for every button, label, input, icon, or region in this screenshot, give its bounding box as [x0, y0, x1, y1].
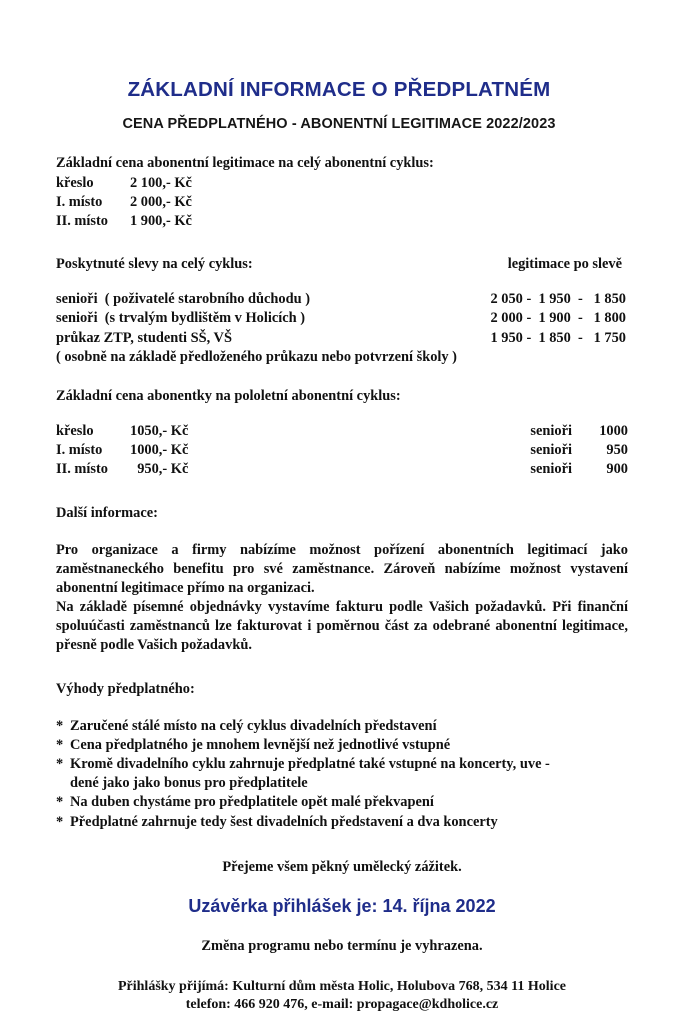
benefit-text-continuation: dené jako jako bonus pro předplatitele — [70, 775, 308, 792]
discount-row — [56, 290, 628, 309]
benefit-text-wrapper — [70, 755, 628, 793]
contact-address: Přihlášky přijímá: Kulturní dům města Holic, Holubova 768, 534 11 Holice — [117, 978, 566, 994]
spacer — [56, 274, 628, 290]
application-deadline: Uzávěrka přihlášek je: 14. října 2022 — [188, 895, 496, 916]
discount-amounts: 2 000 - 1 900 - 1 800 — [490, 310, 626, 327]
spacer — [56, 919, 628, 937]
spacer — [56, 231, 628, 255]
spacer — [56, 656, 628, 680]
full-season-heading: Základní cena abonentní legitimace na celý abonentní cyklus: — [56, 155, 434, 172]
seat-label: II. místo — [56, 461, 108, 478]
spacer — [56, 832, 628, 858]
senior-label: senioři — [530, 442, 572, 459]
seat-price: 2 100,- Kč — [130, 174, 192, 191]
price-row — [56, 193, 628, 212]
benefit-text: Předplatné zahrnuje tedy šest divadelních představení a dva koncerty — [70, 813, 498, 830]
discounts-column-header: legitimace po slevě — [507, 256, 622, 273]
discount-amounts: 1 950 - 1 850 - 1 750 — [490, 329, 626, 346]
program-change-disclaimer: Změna programu nebo termínu je vyhrazena. — [201, 937, 483, 954]
benefit-text: Cena předplatného je mnohem levnější než jednotlivé vstupné — [70, 736, 451, 753]
benefit-text: Kromě divadelního cyklu zahrnuje předplatné také vstupné na koncerty, uve - — [70, 756, 550, 773]
more-info-paragraph: Na základě písemné objednávky vystavíme fakturu podle Vašich požadavků. Při finanční spoluúčasti zaměstnanců lze fakturovat i poměrnou část za odebrané abonentní legitimace, přesně podle Vašich požadavků. — [56, 599, 628, 654]
discount-note: ( osobně na základě předloženého průkazu nebo potvrzení školy ) — [56, 348, 457, 365]
discounts-heading: Poskytnuté slevy na celý cyklus: — [56, 256, 253, 273]
asterisk-bullet-icon: * — [56, 717, 64, 734]
section-half-season-prices — [56, 387, 628, 480]
spacer — [56, 480, 628, 504]
price-row — [56, 174, 628, 193]
spacer — [0, 132, 678, 154]
asterisk-bullet-icon: * — [56, 736, 64, 753]
list-item — [56, 717, 628, 736]
discount-row — [56, 329, 628, 348]
section-full-season-prices — [56, 154, 628, 231]
section-closing — [56, 858, 628, 1014]
senior-price: 1000 — [599, 423, 628, 440]
discounts-heading-row — [56, 255, 628, 274]
discount-row — [56, 309, 628, 328]
seat-label: křeslo — [56, 174, 94, 191]
list-item — [56, 736, 628, 755]
seat-price: 1050,- Kč — [130, 423, 189, 440]
spacer — [56, 367, 628, 387]
price-row — [56, 212, 628, 231]
spacer — [56, 877, 628, 895]
section-more-info — [56, 504, 628, 656]
spacer — [56, 406, 628, 422]
document-body — [0, 154, 678, 1014]
more-info-paragraph: Pro organizace a firmy nabízíme možnost pořízení abonentních legitimací jako zaměstnaneckého benefitu pro své zaměstnance. Zároveň nabízíme možnost vystavení abonentní legitimace přímo na organizaci. — [56, 541, 628, 596]
benefit-text: Zaručené stálé místo na celý cyklus divadelních představení — [70, 717, 437, 734]
senior-label: senioři — [530, 461, 572, 478]
seat-price: 1000,- Kč — [130, 442, 189, 459]
senior-price: 950 — [606, 442, 628, 459]
discount-group: průkaz ZTP, studenti SŠ, VŠ — [56, 329, 232, 346]
list-item — [56, 813, 628, 832]
page-subtitle: CENA PŘEDPLATNÉHO - ABONENTNÍ LEGITIMACE 2022/2023 — [122, 115, 556, 132]
contact-phone-email: telefon: 466 920 476, e-mail: propagace@kdholice.cz — [185, 997, 499, 1013]
price-row — [56, 441, 628, 460]
senior-price: 900 — [606, 461, 628, 478]
section-discounts — [56, 255, 628, 367]
seat-label: křeslo — [56, 423, 94, 440]
seat-price: 950,- Kč — [130, 461, 189, 478]
page-title: ZÁKLADNÍ INFORMACE O PŘEDPLATNÉM — [127, 78, 551, 101]
benefits-heading: Výhody předplatného: — [56, 680, 195, 697]
seat-price: 2 000,- Kč — [130, 193, 192, 210]
list-item — [56, 793, 628, 812]
spacer — [56, 523, 628, 541]
seat-label: I. místo — [56, 442, 103, 459]
seat-price: 1 900,- Kč — [130, 212, 192, 229]
benefit-text: Na duben chystáme pro předplatitele opět malé překvapení — [70, 794, 434, 811]
asterisk-bullet-icon: * — [56, 813, 64, 830]
spacer — [56, 699, 628, 717]
seat-label: II. místo — [56, 212, 108, 229]
seat-label: I. místo — [56, 193, 103, 210]
half-season-heading: Základní cena abonentky na pololetní abonentní cyklus: — [56, 387, 401, 404]
discount-group: senioři (s trvalým bydlištěm v Holicích ) — [56, 310, 306, 327]
discount-amounts: 2 050 - 1 950 - 1 850 — [490, 291, 626, 308]
spacer — [56, 956, 628, 978]
closing-wish: Přejeme všem pěkný umělecký zážitek. — [222, 858, 462, 875]
discount-group: senioři ( poživatelé starobního důchodu ) — [56, 291, 310, 308]
section-benefits — [56, 680, 628, 832]
price-row — [56, 460, 628, 479]
asterisk-bullet-icon: * — [56, 756, 64, 773]
more-info-heading: Další informace: — [56, 504, 158, 521]
price-row — [56, 422, 628, 441]
list-item — [56, 755, 628, 793]
senior-label: senioři — [530, 423, 572, 440]
asterisk-bullet-icon: * — [56, 794, 64, 811]
